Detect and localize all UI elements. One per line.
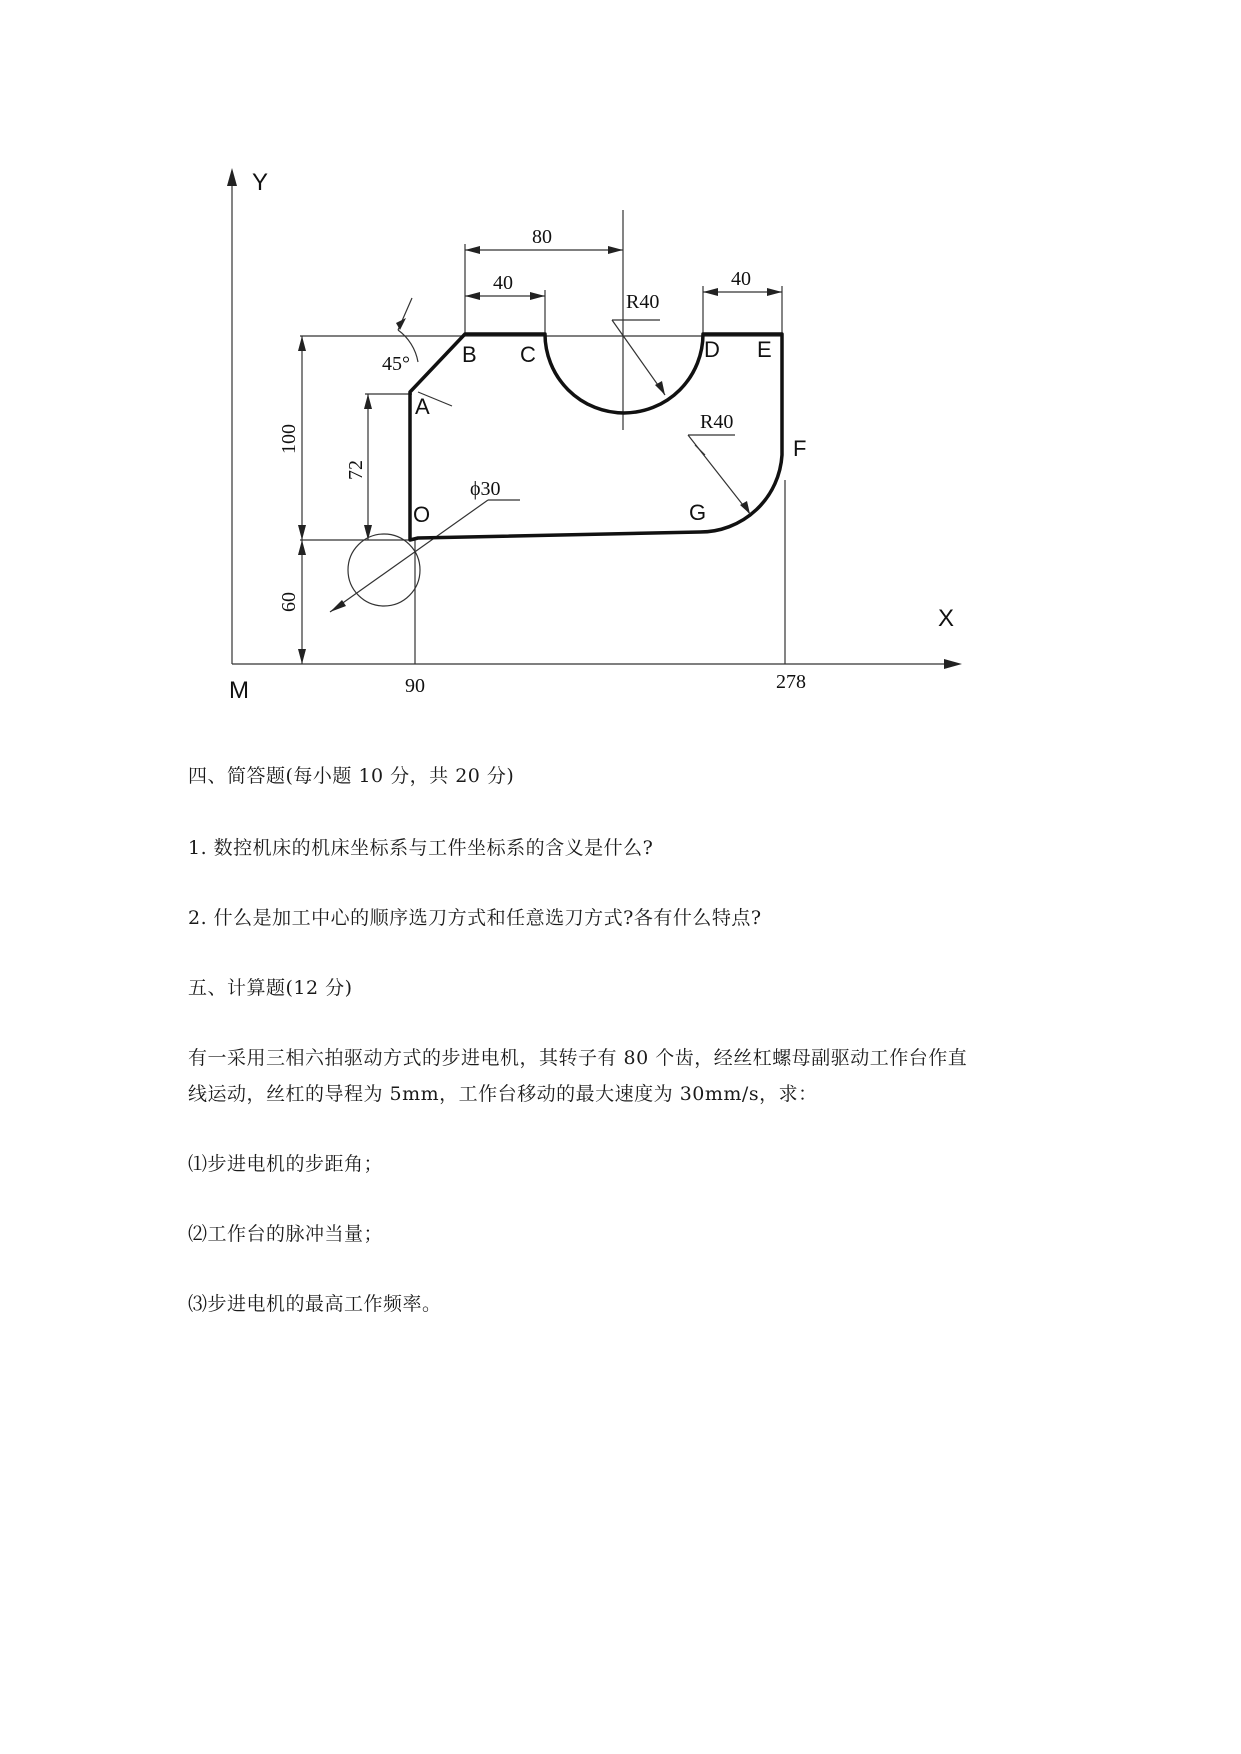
dim-80-arrow-right [608, 246, 623, 254]
phi30-label: ϕ30 [470, 478, 501, 500]
dim-40-right-arrow-left [703, 288, 718, 296]
dim-100-arrow-top [298, 336, 306, 351]
x-tick-90: 90 [405, 675, 425, 697]
dim-40-right-arrow-right [767, 288, 782, 296]
point-d-label: D [704, 337, 720, 362]
dim-72-arrow-top [364, 394, 372, 409]
fixture-circle [348, 534, 420, 606]
question-text [188, 760, 967, 1320]
dim-40-left-arrow-left [465, 292, 480, 300]
angle-arrow [396, 318, 406, 330]
point-g-label: G [689, 500, 707, 525]
r40-arc-label: R40 [626, 291, 660, 313]
origin-label: M [229, 677, 249, 704]
section-5-question-2: ⑵工作台的脉冲当量； [188, 1223, 384, 1245]
section-4-question-2: 2. 什么是加工中心的顺序选刀方式和任意选刀方式?各有什么特点? [188, 907, 762, 929]
dim-72-label: 72 [345, 460, 367, 480]
point-b-label: B [462, 342, 477, 367]
point-c-label: C [520, 342, 536, 367]
section-5-title: 五、计算题(12 分) [188, 977, 353, 999]
section-5-question-1: ⑴步进电机的步距角； [188, 1153, 384, 1175]
x-tick-278: 278 [776, 671, 806, 693]
dim-40-left-label: 40 [493, 272, 513, 294]
section-4-title: 四、简答题(每小题 10 分，共 20 分) [188, 765, 515, 787]
point-a-label: A [415, 394, 430, 419]
dim-60-arrow-top [298, 540, 306, 555]
dim-60-arrow-bottom [298, 649, 306, 664]
x-axis-arrow [944, 659, 962, 669]
section-5-text-line-1: 有一采用三相六拍驱动方式的步进电机，其转子有 80 个齿，经丝杠螺母副驱动工作台作直 [188, 1047, 968, 1069]
dim-40-right-label: 40 [731, 268, 751, 290]
machining-drawing [0, 0, 1241, 760]
section-4-question-1: 1. 数控机床的机床坐标系与工件坐标系的含义是什么? [188, 837, 654, 859]
dim-80-arrow-left [465, 246, 480, 254]
y-axis-arrow [227, 168, 237, 186]
dim-80-label: 80 [532, 226, 552, 248]
point-o-label: O [413, 502, 431, 527]
r40-fillet-center-mark [695, 445, 705, 455]
dim-100-label: 100 [278, 424, 300, 454]
section-5-text-line-2: 线运动，丝杠的导程为 5mm，工作台移动的最大速度为 30mm/s，求： [188, 1083, 818, 1105]
r40-arc-leader [612, 320, 665, 395]
y-axis-label: Y [252, 169, 269, 196]
x-axis-label: X [938, 605, 955, 632]
angle-45-label: 45° [382, 353, 410, 375]
dim-40-left-arrow-right [530, 292, 545, 300]
dim-100-arrow-bottom [298, 525, 306, 540]
section-5-question-3: ⑶步进电机的最高工作频率。 [188, 1293, 442, 1315]
point-f-label: F [793, 436, 807, 461]
r40-fillet-label: R40 [700, 411, 734, 433]
point-e-label: E [757, 337, 772, 362]
dim-60-label: 60 [278, 592, 300, 612]
